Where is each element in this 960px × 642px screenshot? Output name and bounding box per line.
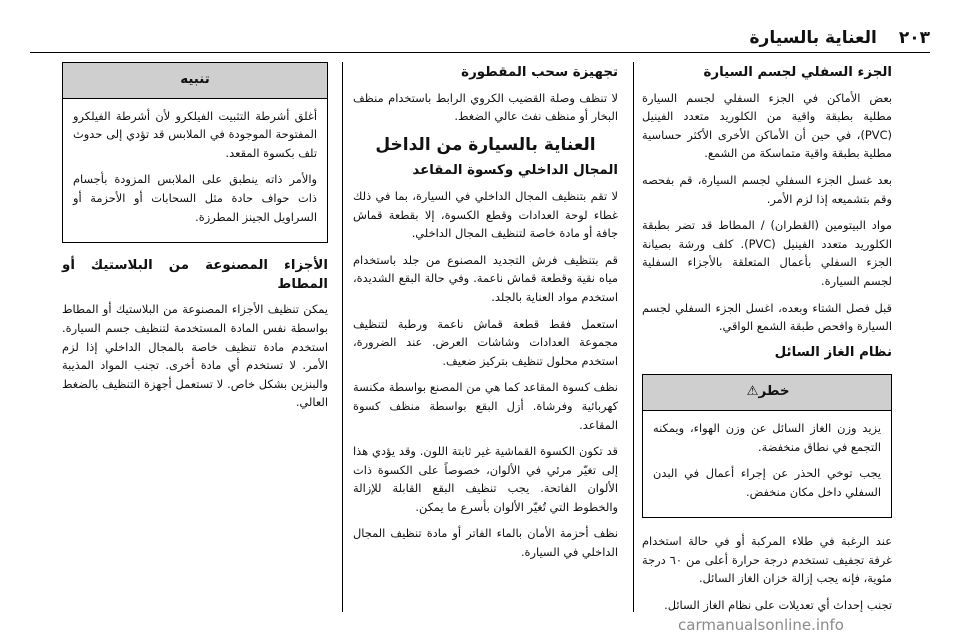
column-divider — [342, 62, 343, 612]
paragraph: نظف أحزمة الأمان بالماء الفاتر أو مادة تنظيف المجال الداخلي في السيارة. — [353, 526, 618, 560]
paragraph: لا تقم بتنظيف المجال الداخلي في السيارة، بما في ذلك غطاء لوحة العدادات وقطع الكسوة، إلا بقطعة قماش جافة أو مادة خاصة لتنظيف المجال الداخلي. — [353, 188, 618, 241]
heading-interior-seats: المجال الداخلي وكسوة المقاعد — [412, 163, 618, 179]
danger-box-body — [643, 411, 891, 517]
heading-lpg-system: نظام الغاز السائل — [774, 344, 892, 360]
paragraph: مواد البيتومين (القطران) / المطاط قد تضر بطبقة الكلوريد متعدد الفينيل (PVC). كلف ورشة بصيانة الجزء السفلي بأعمال المتعلقة بالأجزاء السفلية لجسم السيارة. — [642, 218, 892, 288]
heading-towing-device: تجهيزة سحب المقطورة — [461, 65, 618, 80]
paragraph: قم بتنظيف فرش التجديد المصنوع من جلد باستخدام مياه نقية وقطعة قماش ناعمة. وفي حالة البقع الشديدة، استخدم مواد العناية بالجلد. — [353, 252, 618, 304]
heading-plastic-rubber: الأجزاء المصنوعة من البلاستيك أو المطاط — [62, 258, 328, 292]
column-interior-care — [353, 62, 618, 612]
danger-box — [642, 374, 892, 518]
notice-box-header: تنبيه — [63, 63, 327, 99]
danger-box-header — [643, 375, 891, 411]
section-title-interior: العناية بالسيارة من الداخل — [375, 134, 596, 155]
page-number: ٢٠٣ — [898, 28, 930, 48]
danger-text: يزيد وزن الغاز السائل عن وزن الهواء، ويمكنه التجمع في نطاق منخفضة. — [653, 420, 881, 454]
notice-box-body — [63, 99, 327, 243]
paragraph: تجنب إحداث أي تعديلات على نظام الغاز السائل. — [664, 598, 892, 613]
notice-box — [62, 62, 328, 243]
notice-text: والأمر ذاته ينطبق على الملابس المزودة بأجسام ذات حواف حادة مثل السحابات أو الأحزمة أو السراويل الجينز المطرزة. — [73, 172, 317, 224]
danger-text: يجب توخي الحذر عن إجراء أعمال في البدن السفلي داخل مكان منخفض. — [653, 466, 881, 499]
danger-label: خطر — [758, 384, 790, 400]
column-underbody — [642, 62, 892, 612]
heading-underbody: الجزء السفلي لجسم السيارة — [703, 65, 892, 80]
watermark: carmanualsonline.info — [678, 616, 844, 634]
page-title: العناية بالسيارة — [749, 28, 877, 48]
paragraph: بعض الأماكن في الجزء السفلي لجسم السيارة مطلية بطبقة واقية من الكلوريد متعدد الفينيل (PVC)، في حين أن الأماكن الأخرى الأكثر حساسية مطلية بطبقة واقية متماسكة من الشمع. — [642, 90, 892, 161]
paragraph: عند الرغبة في طلاء المركبة أو في حالة استخدام غرفة تجفيف تستخدم درجة حرارة أعلى من ٦٠ درجة مئوية، فإنه يجب إزالة خزان الغاز السائل. — [642, 534, 893, 586]
paragraph: استعمل فقط قطعة قماش ناعمة ورطبة لتنظيف مجموعة العدادات وشاشات العرض. عند الضرورة، استخدم محلول تنظيف بتركيز ضعيف. — [353, 316, 618, 368]
paragraph: لا تنظف وصلة القضيب الكروي الرابط باستخدام منظف البخار أو منظف نفث عالي الضغط. — [353, 90, 618, 124]
paragraph: يمكن تنظيف الأجزاء المصنوعة من البلاستيك أو المطاط بواسطة نفس المادة المستخدمة لتنظيف جسم السيارة. استخدم مادة تنظيف خاصة بالمجال الداخلي إذا لزم الأمر. لا تستخدم أي مادة أخرى. تجنب المواد المذيبة والبنزين بشكل خاص. لا تستعمل أجهزة التنظيف بالضغط العالي. — [62, 302, 328, 410]
notice-text: أغلق أشرطة التثبيت الفيلكرو لأن أشرطة الفيلكرو المفتوحة الموجودة في الملابس قد تؤدي إلى حدوث تلف بكسوة المقعد. — [73, 108, 317, 160]
page-header — [30, 18, 930, 53]
paragraph: نظف كسوة المقاعد كما هي من المصنع بواسطة مكنسة كهربائية وفرشاة. أزل البقع بواسطة منظف كسوة المقاعد. — [353, 380, 618, 432]
paragraph: بعد غسل الجزء السفلي لجسم السيارة، قم بفحصه وقم بتشميعه إذا لزم الأمر. — [642, 172, 892, 206]
paragraph: قد تكون الكسوة القماشية غير ثابتة اللون. وقد يؤدي هذا إلى تغيّر مرئي في الألوان، خصوصاً على الكسوة ذات الألوان الفاتحة. يجب تنظيف البقع القابلة للإزالة والخطوط التي تُغيّر الألوان بأسرع ما يمكن. — [353, 444, 618, 514]
paragraph: قبل فصل الشتاء وبعده، اغسل الجزء السفلي لجسم السيارة وافحص طبقة الشمع الواقي. — [642, 300, 892, 334]
column-plastic-rubber — [62, 62, 328, 612]
column-divider — [633, 62, 634, 612]
warning-triangle-icon: ⚠ — [746, 384, 759, 400]
